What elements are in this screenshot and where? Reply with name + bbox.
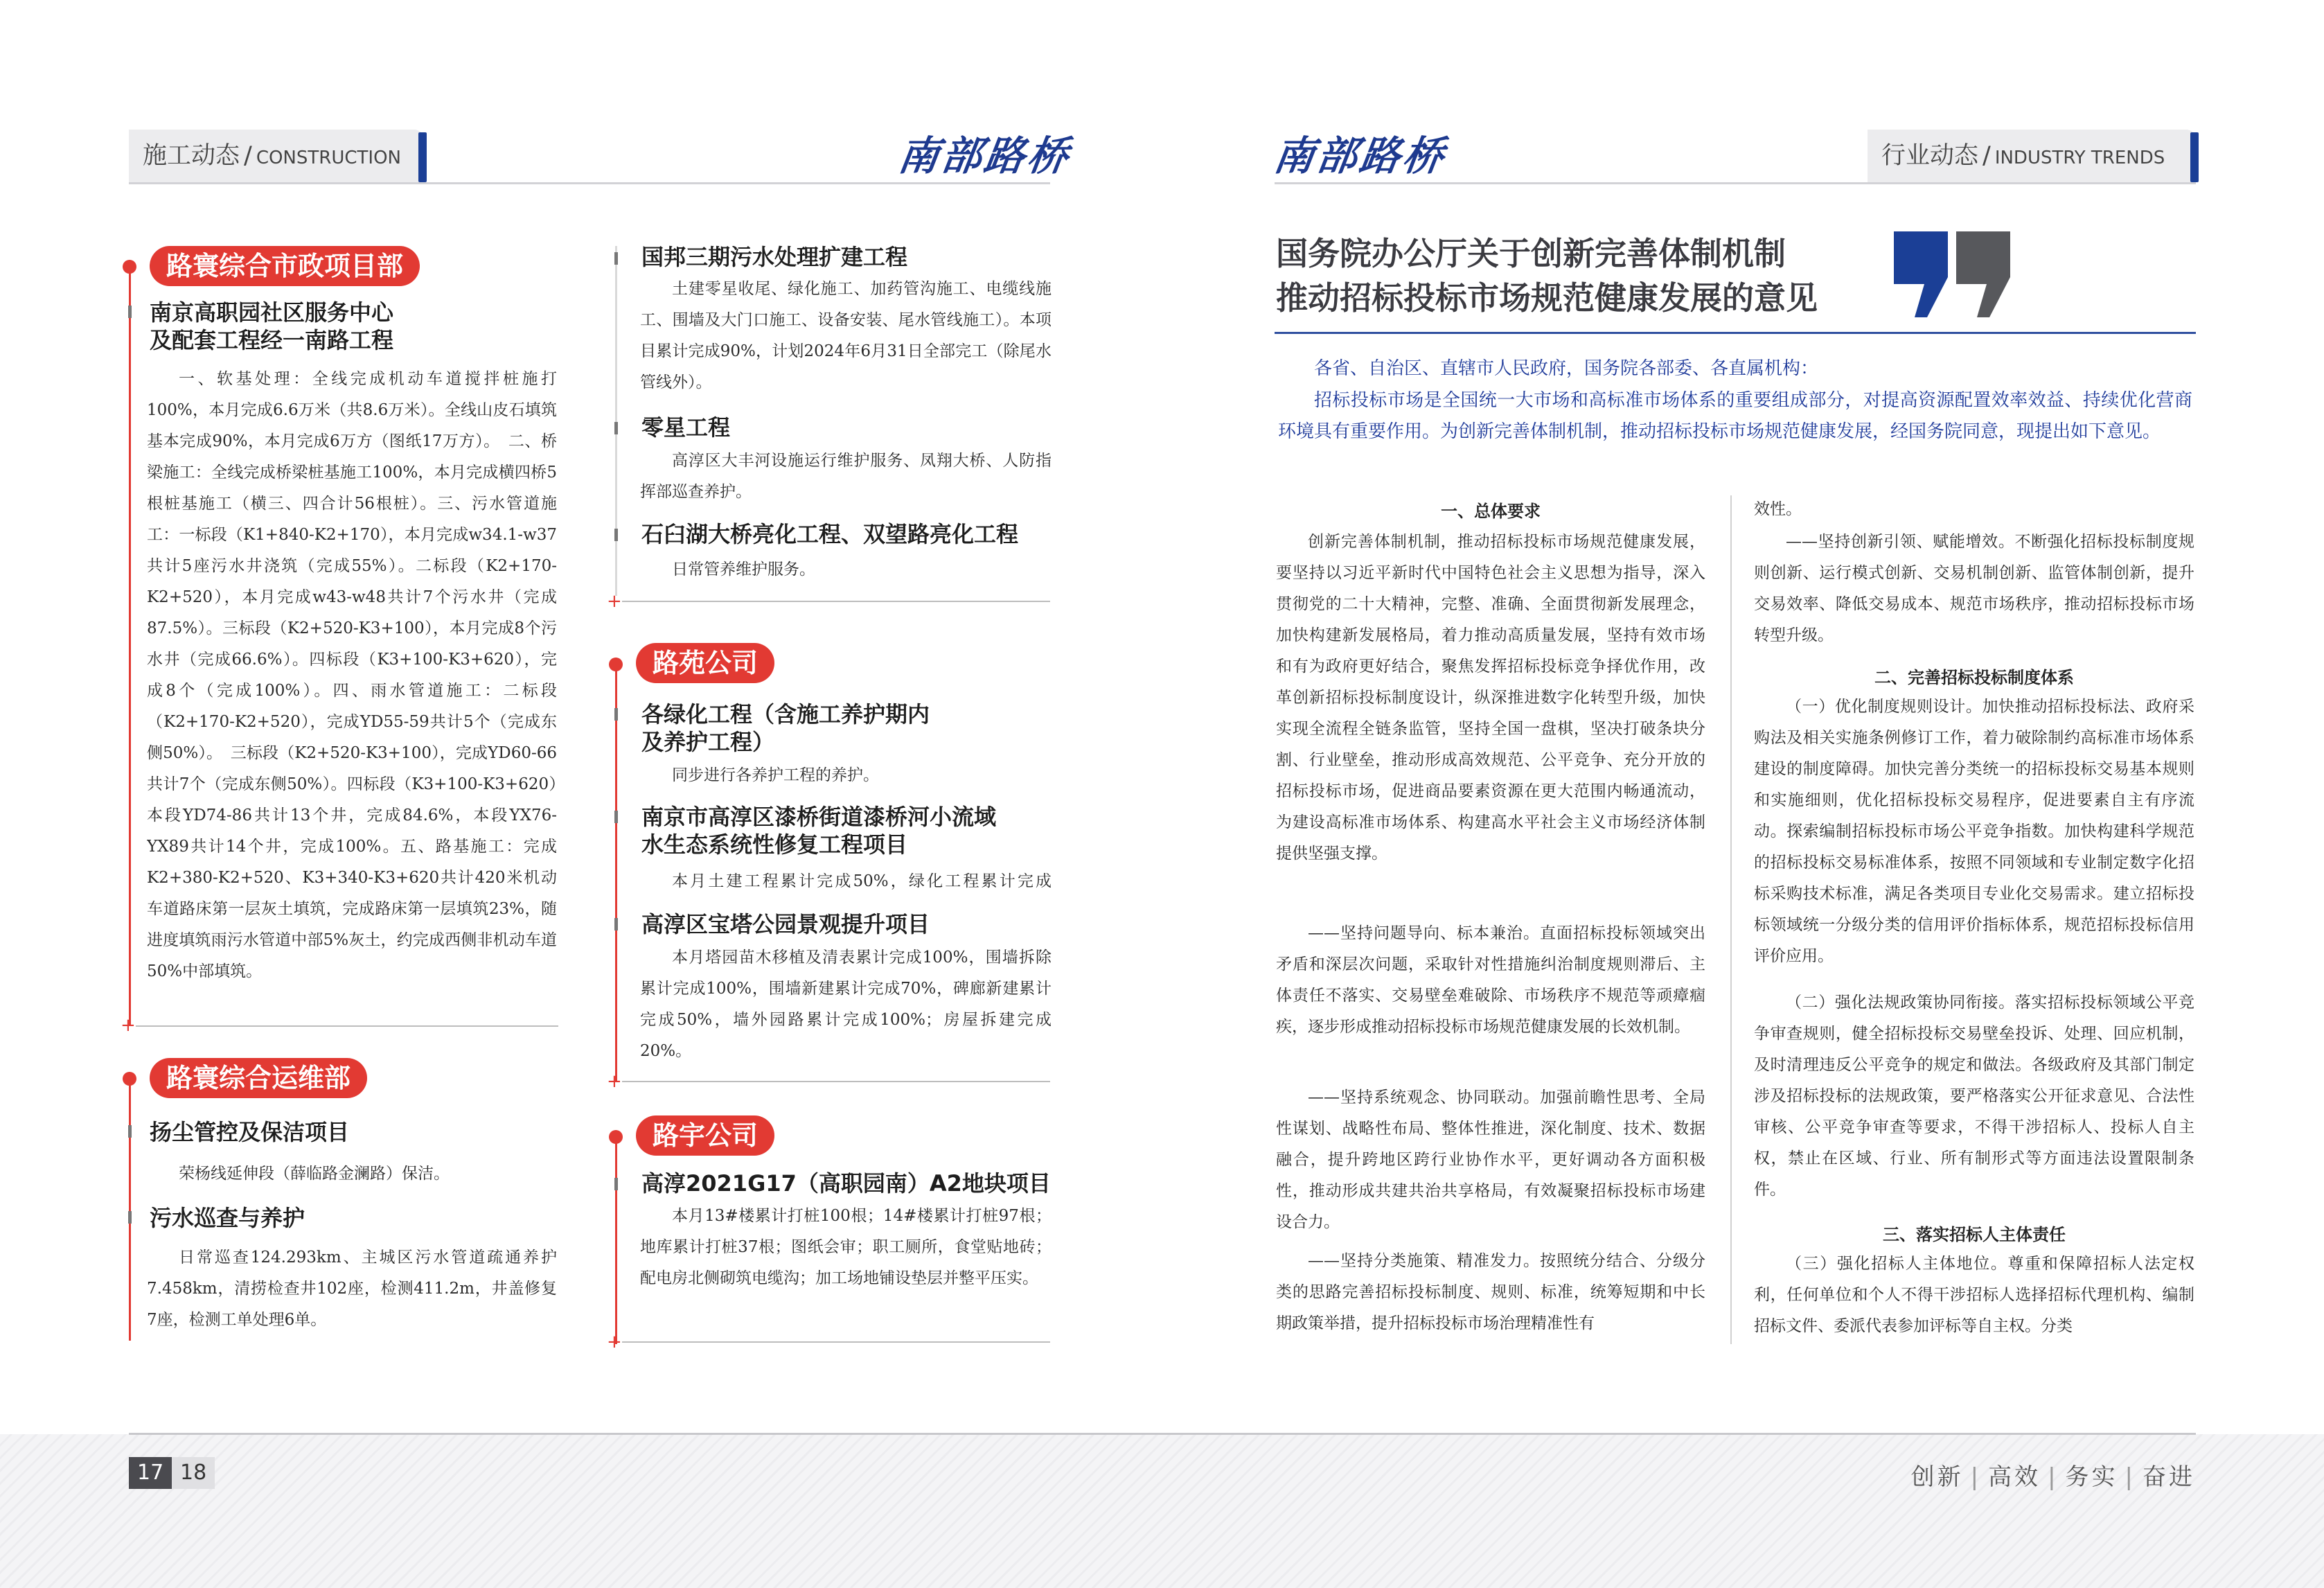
- timeline-dot: [609, 658, 623, 671]
- project-text: 土建零星收尾、绿化施工、加药管沟施工、电缆线施工、围墙及大门口施工、设备安装、尾水管线施工）。本项目累计完成90%，计划2024年6月31日全部完工（除尾水管线外）。: [640, 280, 1052, 391]
- bullet-tick: [614, 1178, 618, 1190]
- project-text: 日常巡查124.293km、主城区污水管道疏通养护7.458km，清捞检查井102座，检测411.2m，井盖修复7座，检测工单处理6单。: [147, 1249, 557, 1329]
- article-paragraph: ——坚持创新引领、赋能增效。不断强化招标投标制度规则创新、运行模式创新、交易机制创新、监管体制创新，提升交易效率、降低交易成本、规范市场秩序，推动招标投标市场转型升级。: [1754, 533, 2194, 644]
- project-title: 污水巡查与养护: [150, 1205, 305, 1231]
- project-title: 各绿化工程（含施工养护期内: [641, 701, 930, 727]
- department-label: 路苑公司: [636, 643, 774, 683]
- header-rule-right: [1275, 182, 2196, 184]
- bullet-tick: [128, 306, 132, 318]
- project-text: 高淳区大丰河设施运行维护服务、凤翔大桥、人防指挥部巡查养护。: [640, 452, 1052, 501]
- department-label: 路寰综合运维部: [150, 1058, 367, 1098]
- page-number-right: 18: [172, 1457, 215, 1489]
- section-title-en: INDUSTRY TRENDS: [1994, 148, 2165, 168]
- article-paragraph: ——坚持分类施策、精准发力。按照统分结合、分级分类的思路完善招标投标制度、规则、标准，统筹短期和中长期政策举措，提升招标投标市场治理精准性有: [1276, 1252, 1705, 1332]
- heading-tenderer-responsibility: 三、落实招标人主体责任: [1883, 1225, 2066, 1244]
- article-paragraph: （一）优化制度规则设计。加快推动招标投标法、政府采购法及相关实施条例修订工作，着力破除制约高标准市场体系建设的制度障碍。加快完善分类统一的招标投标交易基本规则和实施细则，优化招标投标交易程序，促进要素自主有序流动。探索编制招标投标市场公平竞争指数。加快构建科学规范的招标投标交易标准体系，按照不同领域和专业制定数字化招标采购技术标准，满足各类项目专业化交易需求。建立招标投标领域统一分级分类的信用评价指标体系，规范招标投标信用评价应用。: [1754, 698, 2194, 965]
- section-tab-industry: 行业动态 / INDUSTRY TRENDS: [1868, 130, 2196, 182]
- project-title: 扬尘管控及保洁项目: [150, 1119, 350, 1145]
- section-divider: [622, 1081, 1050, 1082]
- project-title: 及配套工程经一南路工程: [150, 327, 394, 353]
- timeline-dot: [609, 1130, 623, 1144]
- slogan-word: 奋进: [2143, 1463, 2195, 1491]
- project-title: 南京高职园社区服务中心: [150, 299, 394, 326]
- section-divider: [622, 1341, 1050, 1343]
- slogan: 创新 | 高效 | 务实 | 奋进: [1910, 1463, 2195, 1491]
- section-divider: [622, 601, 1050, 602]
- article-paragraph: （三）强化招标人主体地位。尊重和保障招标人法定权利，任何单位和个人不得干涉招标人选择招标代理机构、编制招标文件、委派代表参加评标等自主权。分类: [1754, 1255, 2194, 1335]
- project-text: 本月塔园苗木移植及清表累计完成100%，围墙拆除累计完成100%，围墙新建累计完成70%，碑廊新建累计完成50%，墙外园路累计完成100%；房屋拆建完成20%。: [640, 949, 1052, 1060]
- project-text: 荣杨线延伸段（薛临路金澜路）保洁。: [179, 1165, 450, 1183]
- quote-mark-icon: [1891, 229, 2016, 321]
- timeline-line: [129, 263, 131, 1025]
- section-title-en: CONSTRUCTION: [256, 148, 401, 168]
- section-divider: [136, 1025, 558, 1027]
- project-title: 高淳2021G17（高职园南）A2地块项目: [641, 1170, 1051, 1197]
- timeline-dot: [123, 260, 136, 274]
- project-text: 日常管养维护服务。: [672, 561, 815, 579]
- article-title-line1: 国务院办公厅关于创新完善体制机制: [1276, 235, 1786, 272]
- slogan-word: 高效: [1988, 1463, 2041, 1491]
- department-label: 路寰综合市政项目部: [150, 246, 420, 286]
- timeline-line: [129, 1077, 131, 1341]
- column-divider: [1730, 495, 1732, 1344]
- project-title: 南京市高淳区漆桥街道漆桥河小流域: [641, 804, 997, 830]
- greeting-salutation: 各省、自治区、直辖市人民政府，国务院各部委、各直属机构：: [1314, 358, 1819, 379]
- bullet-tick: [614, 529, 618, 541]
- project-title: 国邦三期污水处理扩建工程: [641, 244, 908, 270]
- timeline-line: [615, 665, 617, 1081]
- section-end-mark: +: [121, 1015, 136, 1036]
- article-paragraph: （二）强化法规政策协同衔接。落实招标投标领域公平竞争审查规则，健全招标投标交易壁垒投诉、处理、回应机制，及时清理违反公平竞争的规定和做法。各级政府及其部门制定涉及招标投标的法规政策，要严格落实公开征求意见、合法性审核、公平竞争审查等要求，不得干涉招标人、投标人自主权，禁止在区域、行业、所有制形式等方面违法设置限制条件。: [1754, 994, 2194, 1199]
- bullet-tick: [128, 1125, 132, 1138]
- section-end-mark: +: [607, 1071, 622, 1092]
- section-end-mark: +: [607, 1332, 622, 1352]
- bullet-tick: [614, 811, 618, 823]
- brand-logo-right: 南部路桥: [1270, 132, 1450, 179]
- slogan-word: 创新: [1910, 1463, 1964, 1491]
- section-end-mark: +: [607, 591, 622, 612]
- bullet-tick: [614, 252, 618, 265]
- brand-logo-left: 南部路桥: [895, 132, 1074, 179]
- project-title: 及养护工程）: [641, 729, 775, 755]
- section-tab-accent: [418, 132, 427, 182]
- title-underline: [1275, 332, 2196, 334]
- project-title: 石臼湖大桥亮化工程、双望路亮化工程: [641, 521, 1019, 547]
- section-tab-construction: 施工动态 / CONSTRUCTION: [129, 130, 424, 182]
- heading-general-requirements: 一、总体要求: [1441, 502, 1541, 521]
- article-title-line2: 推动招标投标市场规范健康发展的意见: [1276, 279, 1818, 317]
- page-number-left: 17: [129, 1457, 172, 1489]
- article-paragraph: ——坚持系统观念、协同联动。加强前瞻性思考、全局性谋划、战略性布局、整体性推进，深化制度、技术、数据融合，提升跨地区跨行业协作水平，更好调动各方面积极性，推动形成共建共治共享格局，有效凝聚招标投标市场建设合力。: [1276, 1088, 1705, 1231]
- timeline-line: [615, 1136, 617, 1344]
- heading-bidding-system: 二、完善招标投标制度体系: [1874, 668, 2074, 687]
- footer-rule: [129, 1433, 2196, 1435]
- slogan-word: 务实: [2065, 1463, 2118, 1491]
- project-title: 高淳区宝塔公园景观提升项目: [641, 911, 930, 937]
- bullet-tick: [614, 918, 618, 930]
- project-title: 水生态系统性修复工程项目: [641, 831, 908, 858]
- bullet-tick: [614, 708, 618, 721]
- timeline-line: [615, 246, 617, 596]
- section-title-cn: 行业动态: [1881, 142, 1979, 170]
- section-tab-accent: [2190, 132, 2199, 182]
- project-text: 本月13#楼累计打桩100根；14#楼累计打桩97根；地库累计打桩37根；图纸会审；职工厕所，食堂贴地砖；配电房北侧砌筑电缆沟；加工场地铺设垫层并整平压实。: [640, 1207, 1052, 1287]
- bullet-tick: [614, 422, 618, 434]
- project-text: 一、软基处理：全线完成机动车道搅拌桩施打100%，本月完成6.6万米（共8.6万米）。全线山皮石填筑基本完成90%，本月完成6万方（图纸17万方）。 二、桥梁施工：全线完成桥梁桩基施工100%，本月完成横四桥5根桩基施工（横三、四合计56根桩）。三、污水管道施工：一标段（K1+840-K2+170），本月完成w34.1-w37共计5座污水井浇筑（完成55%）。二标段（K2+170-K2+520），本月完成w43-w48共计7个污水井（完成87.5%）。三标段（K2+520-K3+100），本月完成8个污水井（完成66.6%）。四标段（K3+100-K3+620），完成8个（完成100%）。四、雨水管道施工：二标段（K2+170-K2+520），完成YD55-59共计5个（完成东侧50%）。 三标段（K2+520-K3+100），完成YD60-66共计7个（完成东侧50%）。四标段（K3+100-K3+620）本段YD74-86共计13个井，完成84.6%，本段YX76-YX89共计14个井，完成100%。五、路基施工：完成K2+380-K2+520、K3+340-K3+620共计420米机动车道路床第一层灰土填筑，完成路床第一层填筑23%，随进度填筑雨污水管道中部5%灰土，约完成西侧非机动车道50%中部填筑。: [147, 370, 557, 980]
- timeline-dot: [123, 1072, 136, 1086]
- article-paragraph: ——坚持问题导向、标本兼治。直面招标投标领域突出矛盾和深层次问题，采取针对性措施纠治制度规则滞后、主体责任不落实、交易壁垒难破除、市场秩序不规范等顽瘴痼疾，逐步形成推动招标投标市场规范健康发展的长效机制。: [1276, 924, 1705, 1036]
- bullet-tick: [128, 1211, 132, 1224]
- article-paragraph: 效性。: [1754, 500, 1802, 518]
- greeting-intro: 招标投标市场是全国统一大市场和高标准市场体系的重要组成部分，对提高资源配置效率效益、持续优化营商环境具有重要作用。为创新完善体制机制，推动招标投标市场规范健康发展，经国务院同意，现提出如下意见。: [1278, 390, 2192, 442]
- project-title: 零星工程: [641, 414, 731, 441]
- article-paragraph: 创新完善体制机制，推动招标投标市场规范健康发展，要坚持以习近平新时代中国特色社会主义思想为指导，深入贯彻党的二十大精神，完整、准确、全面贯彻新发展理念，加快构建新发展格局，着力推动高质量发展，坚持有效市场和有为政府更好结合，聚焦发挥招标投标竞争择优作用，改革创新招标投标制度设计，纵深推进数字化转型升级，加快实现全流程全链条监管，坚持全国一盘棋，坚决打破条块分割、行业壁垒，推动形成高效规范、公平竞争、充分开放的招标投标市场，促进商品要素资源在更大范围内畅通流动，为建设高标准市场体系、构建高水平社会主义市场经济体制提供坚强支撑。: [1276, 533, 1705, 863]
- section-title-cn: 施工动态: [143, 142, 240, 170]
- header-rule-left: [129, 182, 1050, 184]
- department-label: 路宇公司: [636, 1115, 774, 1156]
- project-text: 本月土建工程累计完成50%，绿化工程累计完成: [672, 872, 1052, 890]
- project-text: 同步进行各养护工程的养护。: [672, 766, 879, 784]
